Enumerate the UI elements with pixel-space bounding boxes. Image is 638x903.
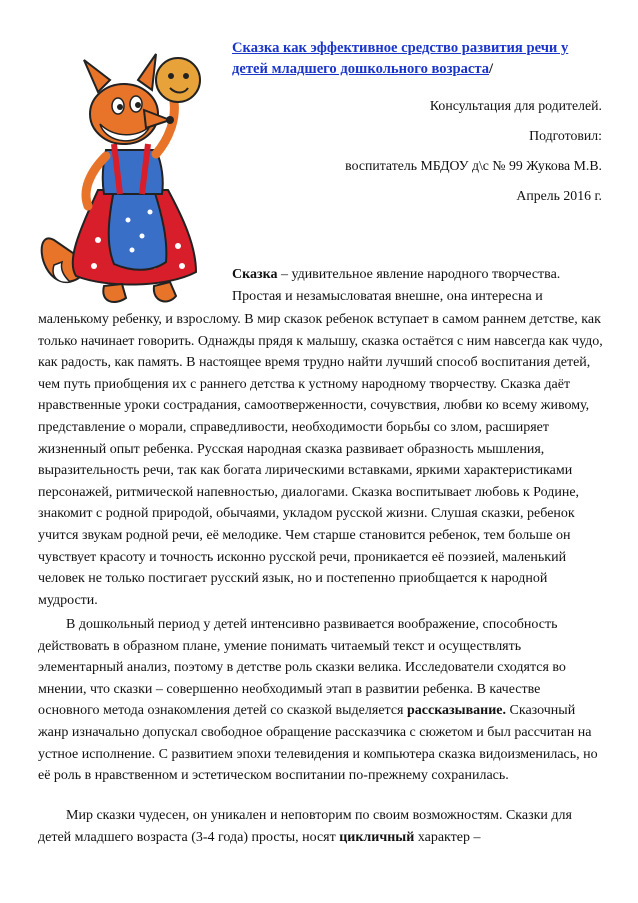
intro-lead-word: Сказка	[232, 267, 278, 282]
document-header	[232, 38, 602, 204]
paragraph-2	[38, 614, 604, 787]
paragraph-1: маленькому ребенку, и взрослому. В мир сказок ребенок вступает в самом раннем детстве, как только начинает говорить. Однажды прядя к малышу, сказка остаётся с ним навсегда как чудо, как радость, как память. В настоящее время трудно найти лучший способ воспитания детей, чем путь приобщения их с раннего детства к устному народному творчеству. Сказка даёт нравственные уроки сострадания, самоотверженности, сочувствия, любви ко всему живому, представление о морали, справедливости, необходимости борьбы со злом, расширяет жизненный опыт ребенка. Русская народная сказка развивает образность мышления, выразительность речи, так как богата лирическими вставками, яркими характеристиками персонажей, ритмической напевностью, диалогами. Сказка воспитывает любовь к Родине, знакомит с родной природой, обычаями, укладом русской жизни. Слушая сказки, ребенок учится звукам родной речи, её мелодике. Чем старше становится ребенок, тем больше он чувствует красоту и точность исконно русской речи, проникается её поэзией, маленький человек не только постигает русский язык, но и постепенно приобщается к народной мудрости.	[38, 312, 603, 608]
fox-with-kolobok-icon	[36, 40, 226, 310]
date-line: Апрель 2016 г.	[516, 188, 602, 203]
intro-lead-text: – удивительное явление народного творчества. Простая и незамысловатая внешне, она интересна и	[232, 267, 561, 304]
title-link[interactable]: Сказка как эффективное средство развития речи у детей младшего дошкольного возраста	[232, 40, 569, 77]
paragraph-3-bold: цикличный	[339, 829, 415, 845]
prepared-by-label: Подготовил:	[529, 128, 602, 143]
intro-paragraph	[232, 264, 604, 308]
consultation-line: Консультация для родителей.	[429, 98, 602, 113]
paragraph-2-text-a: В дошкольный период у детей интенсивно развивается воображение, способность действовать в образном плане, умение понимать читаемый текст и осуществлять элементарный анализ, поэтому в детстве роль сказки велика. Исследователи сходятся во мнении, что сказки – совершенно необходимый этап в развитии ребенка. В качестве основного метода ознакомления детей со сказкой выделяется	[38, 617, 566, 719]
paragraph-3-text-b: характер –	[414, 829, 481, 845]
paragraph-2-text-b: Сказочный жанр изначально допускал свободное обращение рассказчика с сюжетом и был рассчитан на устное исполнение. С развитием эпохи телевидения и компьютера сказка видоизменилась, но её роль в нравственном и эстетическом воспитании по-прежнему сохранилась.	[38, 703, 598, 784]
paragraph-3	[38, 805, 604, 848]
paragraph-3-text-a: Мир сказки чудесен, он уникален и неповторим по своим возможностям. Сказки для детей младшего возраста (3-4 года) просты, носят	[38, 808, 572, 845]
title-suffix: /	[489, 61, 494, 77]
paragraph-2-bold: рассказывание.	[406, 703, 507, 719]
document-title	[232, 38, 602, 80]
author-line: воспитатель МБДОУ д\с № 99 Жукова М.В.	[345, 158, 602, 173]
